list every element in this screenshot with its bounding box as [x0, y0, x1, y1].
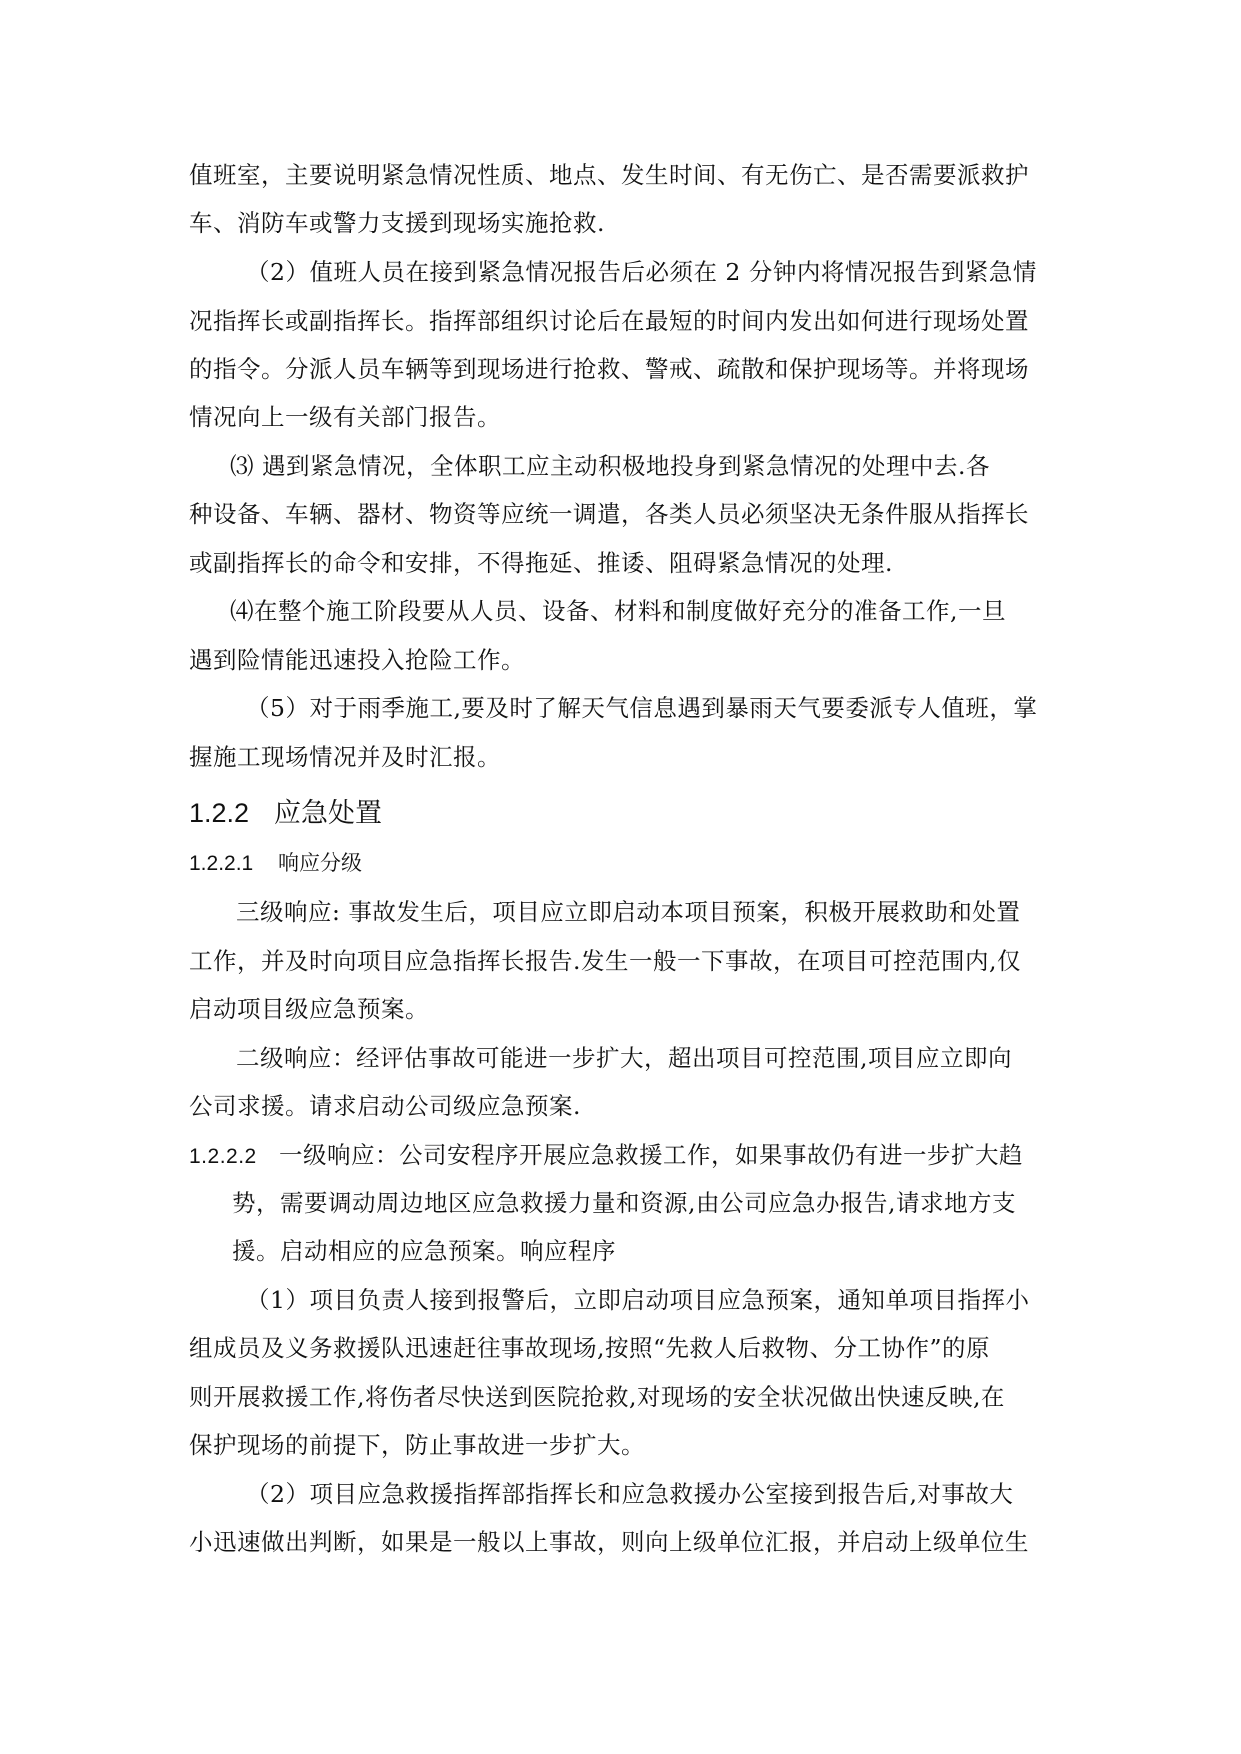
- paragraph-line: 握施工现场情况并及时汇报。: [189, 743, 501, 771]
- paragraph-line: 势，需要调动周边地区应急救援力量和资源,由公司应急办报告,请求地方支: [232, 1189, 1016, 1217]
- paragraph-line: 小迅速做出判断，如果是一般以上事故，则向上级单位汇报，并启动上级单位生: [189, 1528, 1029, 1556]
- paragraph-line: （5）对于雨季施工,要及时了解天气信息遇到暴雨天气要委派专人值班，掌: [246, 694, 1038, 722]
- paragraph-line: 启动项目级应急预案。: [189, 995, 429, 1023]
- section-title: 应急处置: [274, 798, 382, 828]
- subsection-number: 1.2.2.2: [189, 1145, 257, 1168]
- paragraph-line: 况指挥长或副指挥长。指挥部组织讨论后在最短的时间内发出如何进行现场处置: [189, 307, 1029, 335]
- paragraph-line: 二级响应：经评估事故可能进一步扩大，超出项目可控范围,项目应立即向: [236, 1044, 1012, 1072]
- paragraph-line: 或副指挥长的命令和安排，不得拖延、推诿、阻碍紧急情况的处理.: [189, 549, 893, 577]
- section-number: 1.2.2: [189, 798, 250, 828]
- paragraph-line: （2）项目应急救援指挥部指挥长和应急救援办公室接到报告后,对事故大: [246, 1480, 1014, 1508]
- paragraph-line: 组成员及义务救援队迅速赶往事故现场,按照“先救人后救物、分工协作”的原: [189, 1334, 990, 1362]
- paragraph-line: 援。启动相应的应急预案。响应程序: [232, 1237, 616, 1265]
- paragraph-line: 保护现场的前提下，防止事故进一步扩大。: [189, 1431, 645, 1459]
- paragraph-line: 情况向上一级有关部门报告。: [189, 403, 501, 431]
- paragraph-line: ⑷在整个施工阶段要从人员、设备、材料和制度做好充分的准备工作,一旦: [230, 597, 1006, 625]
- paragraph-line: 值班室，主要说明紧急情况性质、地点、发生时间、有无伤亡、是否需要派救护: [189, 161, 1029, 189]
- subsection-title: 响应分级: [278, 852, 362, 875]
- paragraph-line: （2）值班人员在接到紧急情况报告后必须在 2 分钟内将情况报告到紧急情: [246, 258, 1037, 286]
- subsection-heading-numbered: [189, 1135, 1023, 1175]
- paragraph-line: （1）项目负责人接到报警后，立即启动项目应急预案，通知单项目指挥小: [246, 1286, 1030, 1314]
- paragraph-line: 公司求援。请求启动公司级应急预案.: [189, 1092, 581, 1120]
- section-heading: [189, 793, 382, 833]
- paragraph-line: 则开展救援工作,将伤者尽快送到医院抢救,对现场的安全状况做出快速反映,在: [189, 1383, 1005, 1411]
- subsection-number: 1.2.2.1: [189, 852, 254, 875]
- subsection-text: 一级响应：公司安程序开展应急救援工作，如果事故仍有进一步扩大趋: [279, 1141, 1023, 1169]
- paragraph-line: 三级响应: 事故发生后，项目应立即启动本项目预案，积极开展救助和处置: [236, 898, 1021, 926]
- paragraph-line: 车、消防车或警力支援到现场实施抢救.: [189, 209, 605, 237]
- paragraph-line: ⑶ 遇到紧急情况，全体职工应主动积极地投身到紧急情况的处理中去.各: [230, 452, 990, 480]
- subsection-heading: [189, 844, 362, 884]
- paragraph-line: 种设备、车辆、器材、物资等应统一调遣，各类人员必须坚决无条件服从指挥长: [189, 500, 1029, 528]
- paragraph-line: 的指令。分派人员车辆等到现场进行抢救、警戒、疏散和保护现场等。并将现场: [189, 355, 1029, 383]
- paragraph-line: 工作，并及时向项目应急指挥长报告.发生一般一下事故，在项目可控范围内,仅: [189, 947, 1021, 975]
- paragraph-line: 遇到险情能迅速投入抢险工作。: [189, 646, 525, 674]
